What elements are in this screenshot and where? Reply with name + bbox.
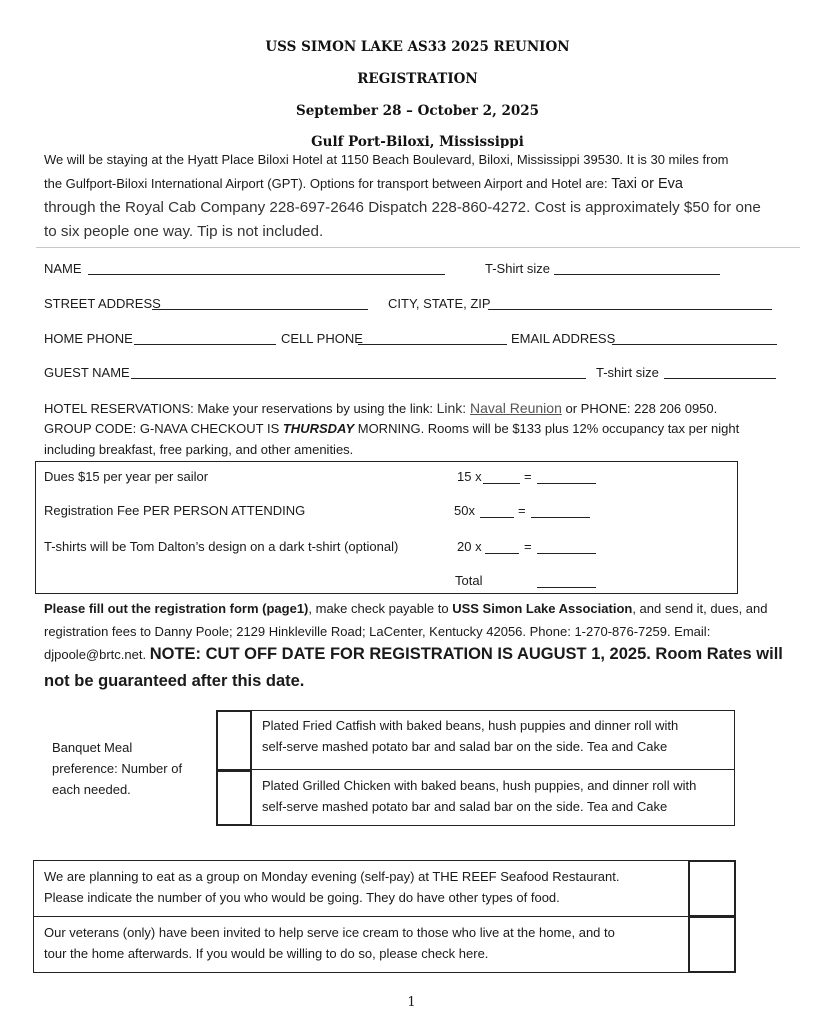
total-amount-field[interactable] [537,575,596,588]
hotel-reservations-line-1 [44,400,824,416]
dues-amount-field[interactable] [537,471,596,484]
cell-phone-label: CELL PHONE [281,331,363,346]
hotel-reservations-line-2 [44,421,824,436]
group-code-text: GROUP CODE: G-NAVA CHECKOUT IS [44,421,283,436]
instructions-line-2: registration fees to Danny Poole; 2129 Hinkleville Road; LaCenter, Kentucky 42056. Phone: 1-270-876-7259. Email: [44,624,711,639]
guest-tshirt-size-label: T-shirt size [596,365,659,380]
contact-email: djpoole@brtc.net. [44,647,150,662]
tshirt-fee-label: T-shirts will be Tom Dalton’s design on a dark t-shirt (optional) [44,539,399,554]
city-state-zip-field[interactable] [488,297,772,310]
registration-fee-multiplier: 50x [454,503,475,518]
chicken-count-box[interactable] [216,770,252,826]
naval-reunion-link[interactable]: Naval Reunion [470,400,562,416]
street-address-field[interactable] [152,297,368,310]
registration-heading: REGISTRATION [357,71,478,87]
intro-transport-options: Taxi or Eva [611,176,683,192]
banquet-row-divider [216,769,735,770]
tshirt-fee-amount-field[interactable] [537,541,596,554]
instructions-line-3 [44,645,834,664]
check-payable-text: , make check payable to [308,601,453,616]
cell-phone-field[interactable] [358,332,507,345]
catfish-count-box[interactable] [216,710,252,771]
link-prefix: Link: [436,400,471,416]
payee-name: USS Simon Lake Association [452,601,633,616]
city-state-zip-label: CITY, STATE, ZIP [388,296,491,311]
registration-fee-quantity-field[interactable] [480,505,514,518]
intro-line-4: to six people one way. Tip is not included. [44,223,324,240]
guest-name-field[interactable] [131,366,586,379]
cutoff-notice-cont: not be guaranteed after this date. [44,672,305,690]
total-label: Total [455,573,483,588]
ice-cream-volunteer-checkbox[interactable] [688,916,736,973]
ice-cream-line-2: tour the home afterwards. If you would be willing to do so, please check here. [44,946,489,961]
intro-line-3: through the Royal Cab Company 228-697-2646 Dispatch 228-860-4272. Cost is approximately $50 for one [44,199,761,216]
catfish-option-line-1: Plated Fried Catfish with baked beans, hush puppies and dinner roll with [262,718,679,733]
guest-name-label: GUEST NAME [44,365,130,380]
tshirt-fee-multiplier: 20 x [457,539,482,554]
room-rate-text: MORNING. Rooms will be $133 plus 12% occupancy tax per night [354,421,740,436]
reef-dinner-line-1: We are planning to eat as a group on Monday evening (self-pay) at THE REEF Seafood Restaurant. [44,869,620,884]
name-field[interactable] [88,262,445,275]
instructions-line-1 [44,601,824,616]
banquet-label-line-2: preference: Number of [52,761,183,776]
tshirt-size-label: T-Shirt size [485,261,551,276]
hotel-phone-text: or PHONE: 228 206 0950. [561,401,718,416]
cutoff-notice: NOTE: CUT OFF DATE FOR REGISTRATION IS AUGUST 1, 2025. Room Rates will [149,645,783,663]
catfish-option-line-2: self-serve mashed potato bar and salad bar on the side. Tea and Cake [262,739,668,754]
name-label: NAME [44,261,82,276]
page-number: 1 [407,995,416,1010]
reunion-dates: September 28 – October 2, 2025 [295,103,540,119]
ice-cream-line-1: Our veterans (only) have been invited to help serve ice cream to those who live at the home, and to [44,925,615,940]
hotel-reservations-text: HOTEL RESERVATIONS: Make your reservations by using the link: [44,401,437,416]
section-divider [36,247,800,248]
tshirt-size-field[interactable] [554,262,720,275]
events-row-divider [33,916,736,917]
guest-tshirt-size-field[interactable] [664,366,776,379]
hotel-reservations-line-3: including breakfast, free parking, and other amenities. [44,442,354,457]
checkout-day: THURSDAY [282,421,355,436]
registration-fee-equals: = [518,503,526,518]
street-address-label: STREET ADDRESS [44,296,161,311]
chicken-option-line-1: Plated Grilled Chicken with baked beans, hush puppies, and dinner roll with [262,778,697,793]
registration-fee-label: Registration Fee PER PERSON ATTENDING [44,503,306,518]
intro-line-2-text: the Gulfport-Biloxi International Airport (GPT). Options for transport between Airport and Hotel are: [44,176,612,191]
banquet-label-line-3: each needed. [52,782,131,797]
dues-quantity-field[interactable] [483,471,520,484]
home-phone-field[interactable] [134,332,276,345]
registration-fee-amount-field[interactable] [531,505,590,518]
reunion-title: USS SIMON LAKE AS33 2025 REUNION [265,39,570,55]
dues-label: Dues $15 per year per sailor [44,469,209,484]
tshirt-fee-quantity-field[interactable] [485,541,519,554]
home-phone-label: HOME PHONE [44,331,133,346]
email-address-field[interactable] [612,332,777,345]
dues-multiplier: 15 x [457,469,482,484]
email-address-label: EMAIL ADDRESS [511,331,616,346]
dues-equals: = [524,469,532,484]
tshirt-fee-equals: = [524,539,532,554]
send-dues-text: , and send it, dues, and [632,601,768,616]
reunion-location: Gulf Port-Biloxi, Mississippi [311,134,524,148]
reef-dinner-count-box[interactable] [688,860,736,917]
intro-line-2 [44,176,814,192]
reef-dinner-line-2: Please indicate the number of you who would be going. They do have other types of food. [44,890,560,905]
fill-form-instruction: Please fill out the registration form (page1) [44,601,309,616]
intro-line-1: We will be staying at the Hyatt Place Biloxi Hotel at 1150 Beach Boulevard, Biloxi, Mississippi 39530. It is 30 miles from [44,152,729,167]
banquet-label-line-1: Banquet Meal [52,740,133,755]
chicken-option-line-2: self-serve mashed potato bar and salad bar on the side. Tea and Cake [262,799,668,814]
